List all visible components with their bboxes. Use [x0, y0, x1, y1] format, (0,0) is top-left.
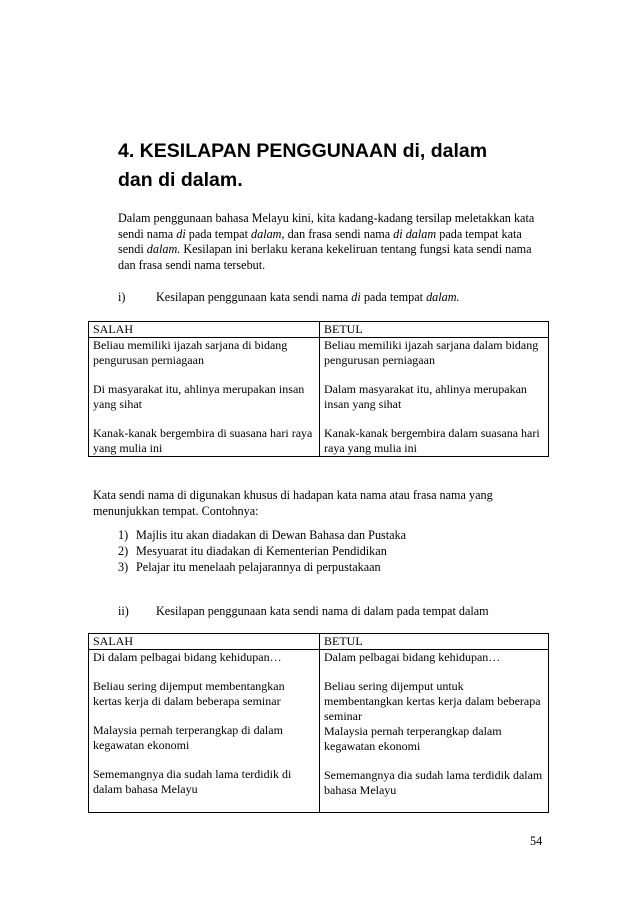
intro-italic: dalam, — [251, 226, 285, 241]
betul-entry: Beliau memiliki ijazah sarjana dalam bidang pengurusan perniagaan — [324, 338, 539, 367]
intro-text: Kesilapan ini berlaku kerana kekeliruan tentang fungsi kata sendi nama dan frasa sendi nama tersebut. — [118, 242, 532, 272]
betul-cell — [320, 338, 549, 457]
intro-text: Dalam penggunaan bahasa Melayu kini, kita kadang-kadang tersilap meletakkan kata sendi nama — [118, 211, 535, 241]
salah-cell — [89, 650, 320, 813]
salah-entry: Beliau memiliki ijazah sarjana di bidang pengurusan perniagaan — [93, 338, 288, 367]
intro-text: pada tempat — [185, 226, 252, 241]
subsection-text: pada tempat — [360, 290, 427, 304]
intro-italic: di dalam — [393, 226, 437, 241]
betul-entry: Malaysia pernah terperangkap dalam kegawatan ekonomi — [324, 724, 502, 753]
examples-list — [118, 528, 406, 575]
subsection-2-title — [118, 604, 489, 619]
heading-line-1: 4. KESILAPAN PENGGUNAAN di, dalam — [118, 140, 488, 162]
intro-text: dan frasa sendi nama — [284, 226, 394, 241]
header-betul: BETUL — [320, 322, 549, 338]
list-item: 1) Majlis itu akan diadakan di Dewan Bahasa dan Pustaka — [118, 528, 407, 542]
heading-line-2: dan di dalam. — [118, 169, 243, 191]
betul-entry: Dalam masyarakat itu, ahlinya merupakan insan yang sihat — [324, 382, 527, 411]
subsection-italic: di — [351, 290, 361, 304]
intro-paragraph — [118, 211, 544, 273]
subsection-text: Kesilapan penggunaan kata sendi nama — [156, 290, 352, 304]
subsection-italic: dalam. — [426, 290, 460, 304]
betul-entry: Beliau sering dijemput untuk membentangkan kertas kerja dalam beberapa seminar — [324, 679, 541, 723]
table-row — [89, 338, 549, 457]
usage-paragraph: Kata sendi nama di digunakan khusus di hadapan kata nama atau frasa nama yang menunjukkan tempat. Contohnya: — [93, 488, 493, 518]
subsection-text: Kesilapan penggunaan kata sendi nama di dalam pada tempat dalam — [156, 604, 489, 618]
list-item: 2) Mesyuarat itu diadakan di Kementerian Pendidikan — [118, 543, 387, 558]
intro-text: pada tempat kata sendi — [118, 226, 522, 257]
header-betul: BETUL — [320, 634, 549, 650]
subsection-number: i) — [118, 290, 126, 304]
betul-entry: Dalam pelbagai bidang kehidupan… — [324, 650, 501, 664]
comparison-table-1 — [88, 321, 549, 457]
header-salah: SALAH — [89, 634, 320, 650]
subsection-number: ii) — [118, 604, 129, 618]
subsection-1-title — [118, 290, 460, 305]
salah-entry: Di masyarakat itu, ahlinya merupakan insan yang sihat — [93, 382, 305, 411]
table-header-row — [89, 634, 549, 650]
table-header-row — [89, 322, 549, 338]
table-row — [89, 650, 549, 813]
intro-italic: di — [176, 226, 186, 241]
betul-cell — [320, 650, 549, 813]
salah-cell — [89, 338, 320, 457]
page-number: 54 — [530, 834, 543, 848]
salah-entry: Beliau sering dijemput membentangkan kertas kerja di dalam beberapa seminar — [93, 679, 285, 708]
section-heading — [118, 137, 548, 195]
betul-entry: Kanak-kanak bergembira dalam suasana hari raya yang mulia ini — [324, 426, 540, 455]
comparison-table-2 — [88, 633, 549, 813]
betul-entry: Sememangnya dia sudah lama terdidik dalam bahasa Melayu — [324, 768, 543, 797]
header-salah: SALAH — [89, 322, 320, 338]
list-item: 3) Pelajar itu menelaah pelajarannya di perpustakaan — [118, 559, 381, 574]
salah-entry: Di dalam pelbagai bidang kehidupan… — [93, 650, 282, 664]
salah-entry: Malaysia pernah terperangkap di dalam kegawatan ekonomi — [93, 723, 283, 752]
salah-entry: Kanak-kanak bergembira di suasana hari raya yang mulia ini — [93, 426, 313, 455]
intro-italic: dalam. — [146, 242, 181, 257]
salah-entry: Sememangnya dia sudah lama terdidik di dalam bahasa Melayu — [93, 767, 292, 796]
